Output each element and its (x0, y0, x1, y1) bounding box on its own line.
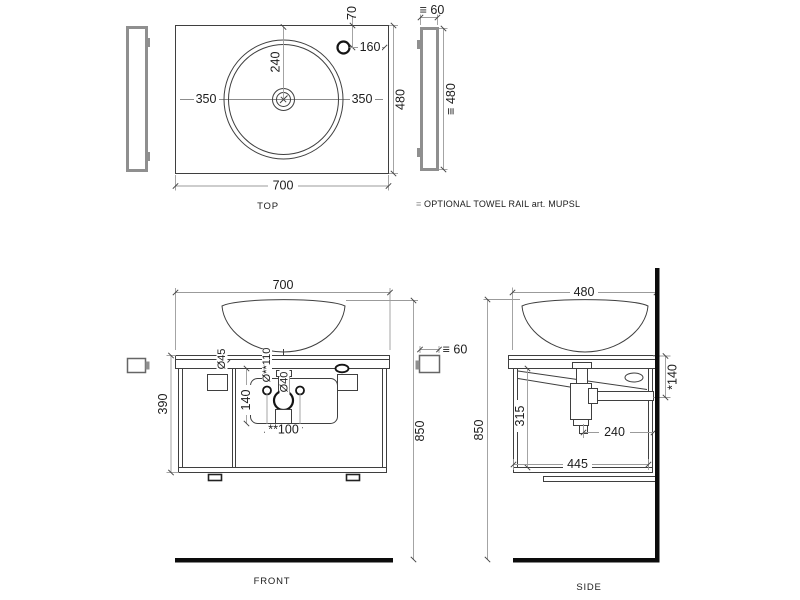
dim-waste-dia: Ø**110 (260, 347, 273, 383)
dim-rail-width-front: ≡ 60 (442, 342, 468, 357)
towel-rail-side (544, 477, 657, 482)
dim-width-front: 700 (272, 278, 294, 292)
towel-rail-left-top (128, 28, 151, 171)
towel-rail-end-right-front (416, 342, 468, 372)
side-view-label: SIDE (576, 582, 602, 593)
supply-connection-right (296, 387, 304, 395)
dim-depth-side: 480 (573, 284, 595, 299)
dim-drain-dia: Ø45 (215, 348, 228, 370)
towel-rail-optional-top (417, 3, 458, 170)
dim-cabinet-height: 390 (155, 393, 170, 415)
front-view-label: FRONT (253, 576, 291, 587)
dim-rail-width-top: ≡ 60 (419, 2, 445, 17)
dim-total-height-front: 850 (412, 420, 427, 442)
dim-rail-length-top: ≡ 480 (443, 83, 458, 115)
dim-tap-from-back: 70 (344, 6, 359, 20)
supply-connection-left (263, 387, 271, 395)
dim-outlet-drop: *140 (665, 364, 680, 390)
floor-line-side (513, 558, 660, 563)
dim-width-top: 700 (272, 178, 294, 193)
side-view (472, 268, 680, 593)
front-view (128, 278, 468, 587)
dim-interior-height: 315 (512, 405, 527, 427)
dim-half-left: 350 (195, 91, 217, 106)
dim-half-right: 350 (351, 91, 373, 106)
rail-bracket (417, 148, 422, 157)
cable-hole-front (336, 365, 349, 373)
top-view-label: TOP (257, 201, 279, 212)
dim-trap-depth: 140 (238, 389, 253, 411)
towel-rail-end-left-front (128, 359, 150, 373)
washbasin-side (522, 300, 648, 352)
tap-hole (338, 42, 350, 54)
washbasin-front (222, 300, 345, 352)
dim-pipe-dia: Ø40 (278, 371, 291, 393)
cabinet-foot-right (347, 475, 360, 481)
dim-supply-spacing: **100 (268, 422, 299, 437)
waste-pipe-to-wall (592, 392, 654, 401)
cabinet-foot-left (209, 475, 222, 481)
dim-total-height-side: 850 (471, 419, 486, 441)
dim-depth-top: 480 (393, 89, 408, 110)
wall-line (655, 268, 660, 562)
dim-outlet-to-wall: 240 (604, 424, 625, 439)
dim-tap-from-edge: 160 (359, 39, 381, 54)
rail-bracket (145, 152, 150, 161)
rail-hatch-symbol: ≡ (416, 199, 422, 209)
dim-basin-center-from-back: 240 (268, 51, 283, 73)
top-view (128, 3, 581, 212)
optional-rail-note: OPTIONAL TOWEL RAIL art. MUPSL (424, 199, 581, 209)
countertop-front (176, 356, 390, 369)
rail-bracket (145, 38, 150, 47)
floor-line-front (175, 558, 393, 563)
dim-cabinet-depth: 445 (567, 456, 588, 471)
rail-bracket (417, 40, 422, 49)
